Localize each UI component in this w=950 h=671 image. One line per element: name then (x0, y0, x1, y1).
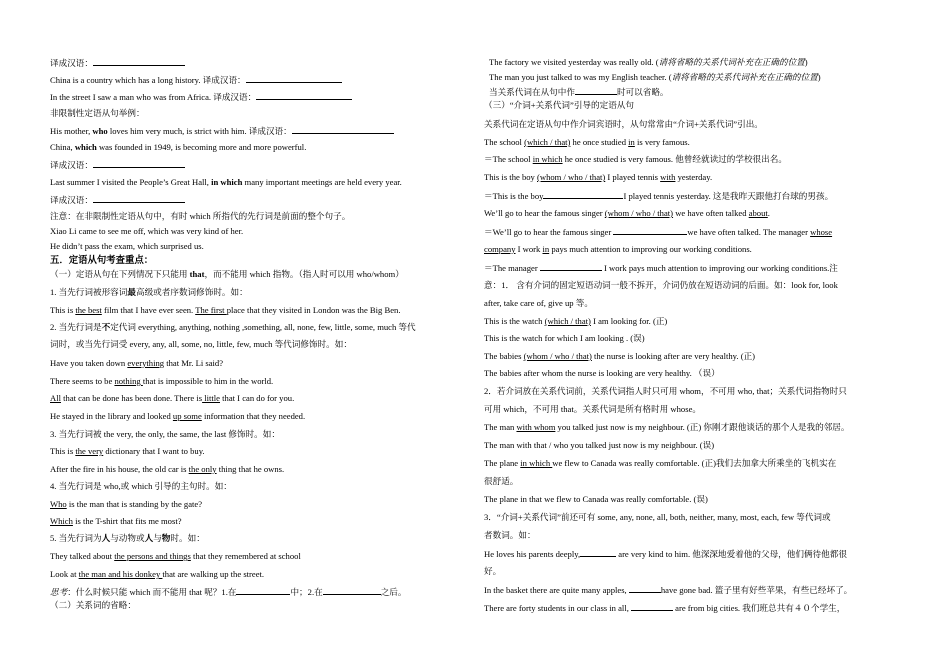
example-sentence: In the street I saw a man who was from Africa. 译成汉语： (50, 90, 352, 103)
fill-line: 当关系代词在从句中作 时可以省略。 (489, 87, 669, 97)
example-sentence: Look at the man and his donkey that are walking up the street. (50, 569, 265, 579)
note-line: 意：1． 含有介词的固定短语动词一般不拆开，介词仍放在短语动词的后面。如：look for, look (484, 280, 838, 290)
example-sentence: Who is the man that is standing by the gate? (50, 499, 203, 509)
translate-prompt: 译成汉语： (50, 193, 185, 206)
rule-line: 5. 当先行词为人与动物或人与物时。如： (50, 533, 205, 543)
rule-line: 关系代词在定语从句中作介词宾语时，从句常常由“介词+关系代词”引出。 (484, 119, 763, 129)
note-line: 注意：在非限制性定语从句中，有时 which 所指代的先行词是前面的整个句子。 (50, 211, 351, 221)
example-sentence: The man you just talked to was my English teacher. (请将省略的关系代词补充在正确的位置) (489, 72, 821, 82)
example-sentence: The factory we visited yesterday was really old. (请将省略的关系代词补充在正确的位置) (489, 57, 808, 67)
example-sentence: This is the watch for which I am looking . (误) (484, 333, 645, 343)
example-sentence: The babies (whom / who / that) the nurse is looking after are very healthy. (正) (484, 351, 756, 361)
example-sentence: This is the very dictionary that I want to buy. (50, 446, 205, 456)
example-sentence: There seems to be nothing that is impossible to him in the world. (50, 376, 274, 386)
rule-line: 4. 当先行词是 who,或 which 引导的主句时。如： (50, 481, 232, 491)
example-sentence: ＝The school in which he once studied is very famous. 他曾经就读过的学校很出名。 (484, 154, 787, 164)
example-sentence: This is the watch (which / that) I am looking for. (正) (484, 316, 668, 326)
rule-line: 词时，或当先行词受 every, any, all, some, no, little, few, much 等代词修饰时。如： (50, 339, 352, 349)
example-sentence: They talked about the persons and things that they remembered at school (50, 551, 301, 561)
example-sentence: Xiao Li came to see me off, which was very kind of her. (50, 226, 244, 236)
translate-prompt: 译成汉语： (50, 56, 185, 69)
heading-line: 非限制性定语从句举例： (50, 108, 145, 118)
note-line: after, take care of, give up 等。 (484, 298, 593, 308)
example-sentence: 好。 (484, 566, 502, 576)
example-sentence: 很舒适。 (484, 476, 519, 486)
example-sentence: China is a country which has a long history. 译成汉语： (50, 73, 342, 86)
rule-line: 3．“介词+关系代词”前还可有 some, any, none, all, both, neither, many, most, each, few 等代词或 (484, 512, 831, 522)
example-sentence: The babies after whom the nurse is looking are very healthy. （误） (484, 368, 720, 378)
rule-line: 3. 当先行词被 the very, the only, the same, the last 修饰时。如： (50, 429, 280, 439)
example-sentence: After the fire in his house, the old car is the only thing that he owns. (50, 464, 285, 474)
example-sentence: ＝We’ll go to hear the famous singer we have often talked. The manager whose (484, 227, 833, 237)
thinking-question: 思考：什么时候只能 which 而不能用 that 呢？1.在 中；2.在 之后。 (50, 587, 407, 597)
example-sentence: He loves his parents deeply, are very kind to him. 他深深地爱着他的父母，他们俩待他都很 (484, 549, 847, 559)
rule-line: 者数词。如： (484, 530, 536, 540)
example-sentence: China, which was founded in 1949, is becoming more and more powerful. (50, 142, 307, 152)
example-sentence: All that can be done has been done. There is little that I can do for you. (50, 393, 295, 403)
rule-line: 1. 当先行词被形容词最高级或者序数词修饰时。如： (50, 287, 248, 297)
rule-line: 2．若介词放在关系代词前，关系代词指人时只可用 whom，不可用 who, that；关系代词指物时只 (484, 386, 847, 396)
example-sentence: The man with whom you talked just now is my neighbour. (正) 你刚才跟他谈话的那个人是我的邻居。 (484, 422, 850, 432)
example-sentence: ＝The manager I work pays much attention to improving our working conditions.注 (484, 263, 838, 273)
example-sentence: The school (which / that) he once studied in is very famous. (484, 137, 690, 147)
example-sentence: We’ll go to hear the famous singer (whom / who / that) we have often talked about. (484, 208, 770, 218)
example-sentence: This is the boy (whom / who / that) I played tennis with yesterday. (484, 172, 713, 182)
rule-line: 2. 当先行词是不定代词 everything, anything, nothing ,something, all, none, few, little, some, much 等代 (50, 322, 416, 332)
translate-prompt: 译成汉语： (50, 158, 185, 171)
example-sentence: company I work in pays much attention to improving our working conditions. (484, 244, 752, 254)
example-sentence: There are forty students in our class in all, are from big cities. 我们班总共有４０个学生， (484, 603, 846, 613)
example-sentence: Have you taken down everything that Mr. Li said? (50, 358, 224, 368)
example-sentence: His mother, who loves him very much, is strict with him. 译成汉语： (50, 124, 394, 137)
example-sentence: He stayed in the library and looked up some information that they needed. (50, 411, 306, 421)
example-sentence: In the basket there are quite many apples, have gone bad. 篮子里有好些苹果，有些已经坏了。 (484, 585, 853, 595)
example-sentence: Which is the T-shirt that fits me most? (50, 516, 182, 526)
subsection-title: （一）定语从句在下列情况下只能用 that，而不能用 which 指物。（指人时可以用 who/whom） (50, 269, 404, 279)
example-sentence: He didn’t pass the exam, which surprised us. (50, 241, 204, 251)
subsection-title: （二）关系词的省略： (50, 600, 136, 610)
example-sentence: This is the best film that I have ever seen. The first place that they visited in London was the Big Ben. (50, 305, 401, 315)
subsection-title: （三）“介词+关系代词”引导的定语从句 (484, 100, 634, 110)
section-title: 五．定语从句考查重点： (50, 256, 154, 266)
example-sentence: The man with that / who you talked just now is my neighbour. (误) (484, 440, 715, 450)
example-sentence: Last summer I visited the People’s Great Hall, in which many important meetings are held every year. (50, 177, 402, 187)
rule-line: 可用 which，不可用 that。关系代词是所有格时用 whose。 (484, 404, 701, 414)
example-sentence: ＝This is the boy I played tennis yesterday. 这是我昨天跟他打台球的男孩。 (484, 191, 834, 201)
example-sentence: The plane in which we flew to Canada was really comfortable. (正)我们去加拿大所乘坐的飞机实在 (484, 458, 837, 468)
example-sentence: The plane in that we flew to Canada was really comfortable. (误) (484, 494, 708, 504)
